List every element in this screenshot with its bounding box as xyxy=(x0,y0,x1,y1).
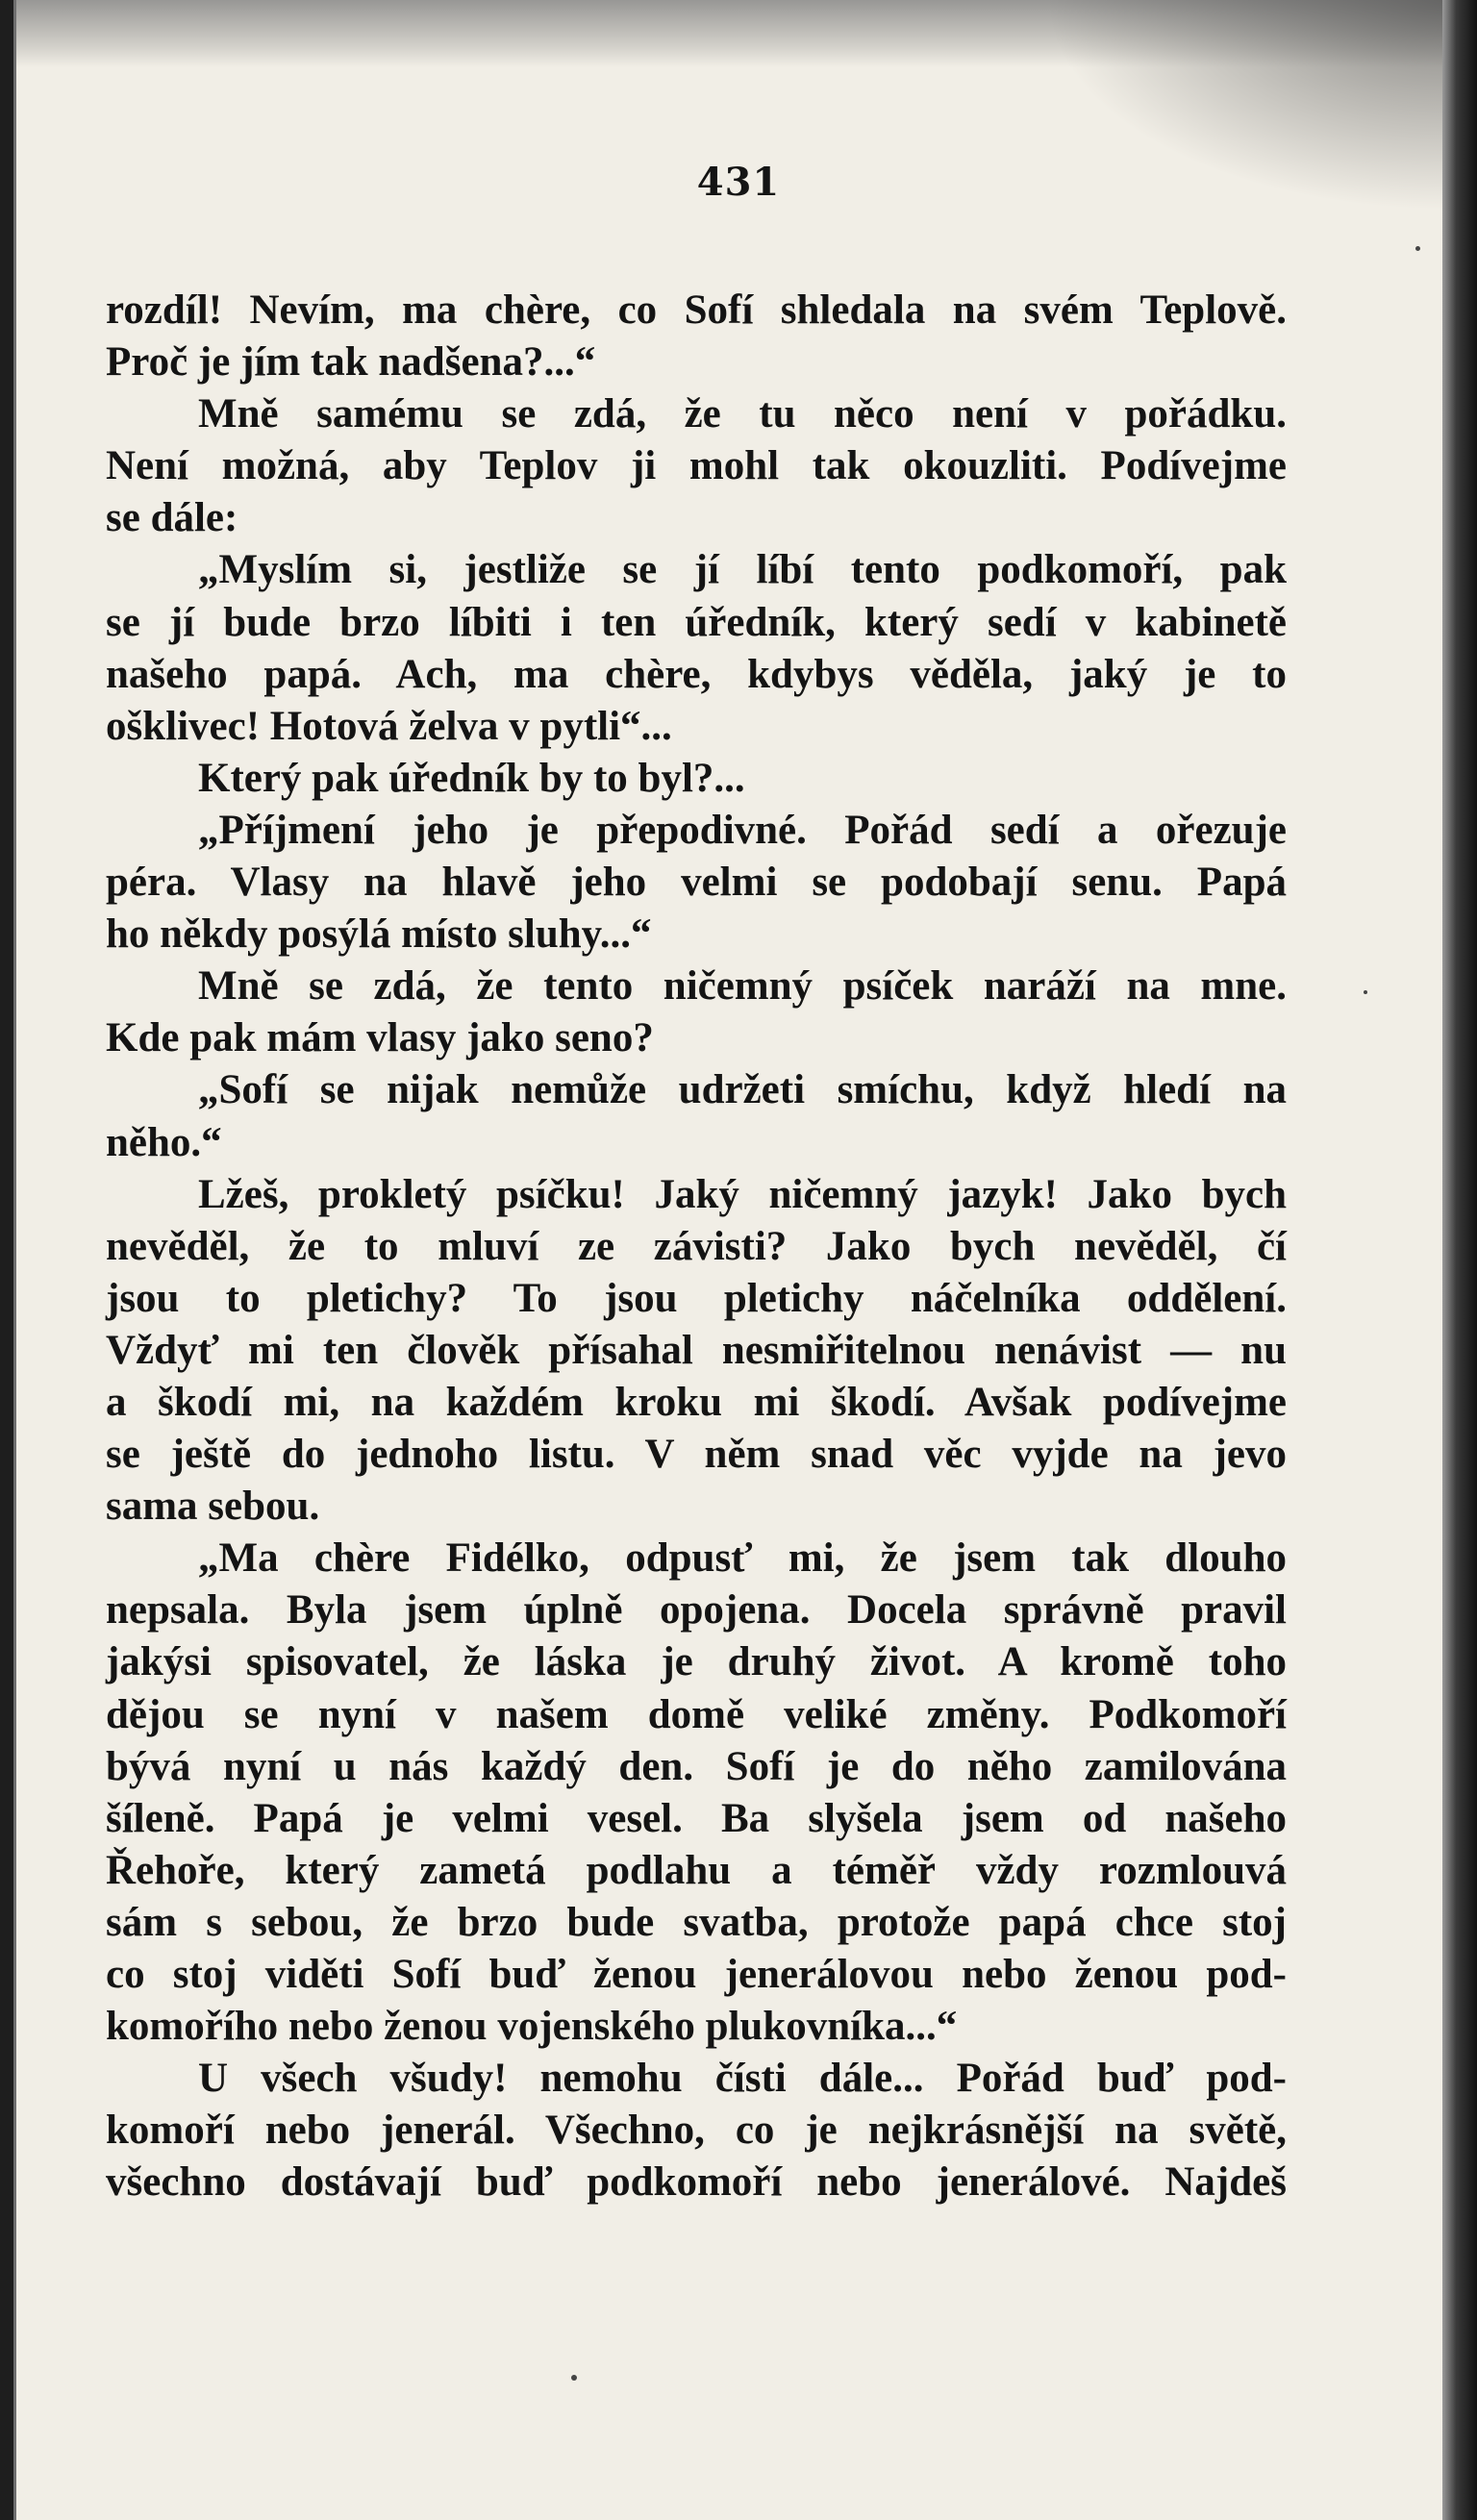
text-line: U všech všudy! nemohu čísti dále... Pořád buď pod- xyxy=(198,2056,1287,2102)
text-line: se ještě do jednoho listu. V něm snad věc vyjde na jevo xyxy=(106,1432,1287,1478)
text-line: se dále: xyxy=(106,495,238,541)
text-line: sám s sebou, že brzo bude svatba, protože papá chce stoj xyxy=(106,1899,1287,1945)
text-line: komoří nebo jenerál. Všechno, co je nejkrásnější na světě, xyxy=(106,2108,1287,2154)
text-line: co stoj viděti Sofí buď ženou jenerálovou nebo ženou pod- xyxy=(106,1952,1287,1997)
text-line: Mně samému se zdá, že tu něco není v pořádku. xyxy=(198,391,1287,437)
text-line: Proč je jím tak nadšena?...“ xyxy=(106,339,596,386)
text-line: Kde pak mám vlasy jako seno? xyxy=(106,1015,654,1061)
text-line: šíleně. Papá je velmi vesel. Ba slyšela jsem od našeho xyxy=(106,1795,1287,1841)
text-line: ho někdy posýlá místo sluhy...“ xyxy=(106,911,652,958)
text-line: se jí bude brzo líbiti i ten úředník, který sedí v kabinetě xyxy=(106,599,1287,645)
text-line: Lžeš, prokletý psíčku! Jaký ničemný jazyk! Jako bych xyxy=(198,1171,1287,1217)
text-line: jakýsi spisovatel, že láska je druhý život. A kromě toho xyxy=(106,1639,1287,1685)
scan-speck xyxy=(571,2375,577,2381)
text-line: ošklivec! Hotová želva v pytli“... xyxy=(106,703,672,749)
text-line: komořího nebo ženou vojenského plukovníka...“ xyxy=(106,2004,958,2050)
text-line: a škodí mi, na každém kroku mi škodí. Avšak podívejme xyxy=(106,1379,1287,1425)
text-line: Vždyť mi ten člověk přísahal nesmiřitelnou nenávist — nu xyxy=(106,1327,1287,1373)
text-line: nepsala. Byla jsem úplně opojena. Docela správně pravil xyxy=(106,1587,1287,1634)
text-line: našeho papá. Ach, ma chère, kdybys věděla, jaký je to xyxy=(106,651,1287,697)
text-line: „Sofí se nijak nemůže udržeti smíchu, když hledí na xyxy=(198,1067,1287,1113)
text-line: dějou se nyní v našem domě veliké změny. Podkomoří xyxy=(106,1691,1287,1737)
page-number: 431 xyxy=(696,160,781,205)
scan-edge-left xyxy=(0,0,13,2520)
text-line: něho.“ xyxy=(106,1119,222,1165)
text-line: bývá nyní u nás každý den. Sofí je do něho zamilována xyxy=(106,1743,1287,1789)
text-line: Není možná, aby Teplov ji mohl tak okouzliti. Podívejme xyxy=(106,443,1287,489)
text-line: Mně se zdá, že tento ničemný psíček naráží na mne. xyxy=(198,963,1287,1010)
scan-speck xyxy=(1364,990,1367,994)
text-line: „Myslím si, jestliže se jí líbí tento podkomoří, pak xyxy=(198,547,1287,593)
text-line: sama sebou. xyxy=(106,1484,320,1530)
body-text xyxy=(106,285,1287,2208)
scan-edge-right xyxy=(1442,0,1477,2520)
text-line: jsou to pletichy? To jsou pletichy náčelníka oddělení. xyxy=(106,1275,1287,1321)
text-line: „Ma chère Fidélko, odpusť mi, že jsem tak dlouho xyxy=(198,1535,1287,1582)
text-line: rozdíl! Nevím, ma chère, co Sofí shledala na svém Teplově. xyxy=(106,287,1287,333)
text-line: Který pak úředník by to byl?... xyxy=(198,755,745,801)
text-line: nevěděl, že to mluví ze závisti? Jako bych nevěděl, čí xyxy=(106,1223,1287,1269)
scan-speck xyxy=(1415,246,1420,251)
text-line: Řehoře, který zametá podlahu a téměř vždy rozmlouvá xyxy=(106,1847,1287,1893)
text-line: péra. Vlasy na hlavě jeho velmi se podobají senu. Papá xyxy=(106,860,1287,906)
text-line: všechno dostávají buď podkomoří nebo jenerálové. Najdeš xyxy=(106,2159,1287,2206)
binding-gutter xyxy=(13,0,16,2520)
text-line: „Příjmení jeho je přepodivné. Pořád sedí a ořezuje xyxy=(198,807,1287,853)
